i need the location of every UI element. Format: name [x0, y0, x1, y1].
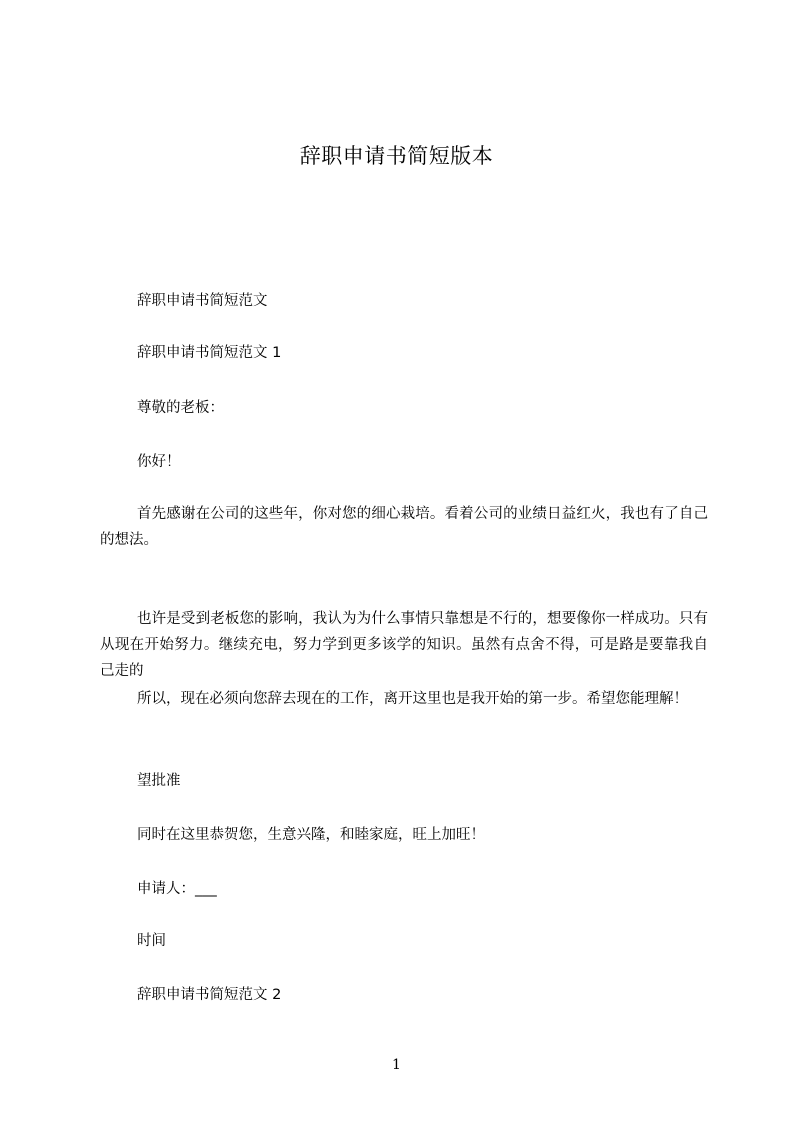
paragraph-salutation: 尊敬的老板： — [137, 400, 224, 416]
paragraph-applicant: 申请人：___ — [137, 881, 217, 897]
paragraph-request-approval: 望批准 — [137, 773, 181, 789]
document-title: 辞职申请书简短版本 — [299, 144, 494, 168]
paragraph-sample-2-heading: 辞职申请书简短范文 2 — [137, 987, 282, 1003]
paragraph-reason: 也许是受到老板您的影响，我认为为什么事情只靠想是不行的，想要像你一样成功。只有从现在开始努力。继续充电，努力学到更多该学的知识。虽然有点舍不得，可是路是要靠我自己走的 — [100, 611, 708, 679]
paragraph-sample-1-heading: 辞职申请书简短范文 1 — [137, 345, 282, 361]
paragraph-thanks: 首先感谢在公司的这些年，你对您的细心栽培。看着公司的业绩日益红火，我也有了自己的想法。 — [100, 506, 708, 548]
paragraph-date: 时间 — [137, 933, 166, 949]
paragraph-well-wishes: 同时在这里恭贺您，生意兴隆，和睦家庭，旺上加旺！ — [137, 827, 485, 843]
paragraph-heading: 辞职申请书简短范文 — [137, 293, 268, 309]
page-number: 1 — [392, 1057, 401, 1073]
paragraph-resignation: 所以，现在必须向您辞去现在的工作，离开这里也是我开始的第一步。希望您能理解！ — [137, 691, 688, 707]
paragraph-greeting: 你好！ — [137, 454, 181, 470]
